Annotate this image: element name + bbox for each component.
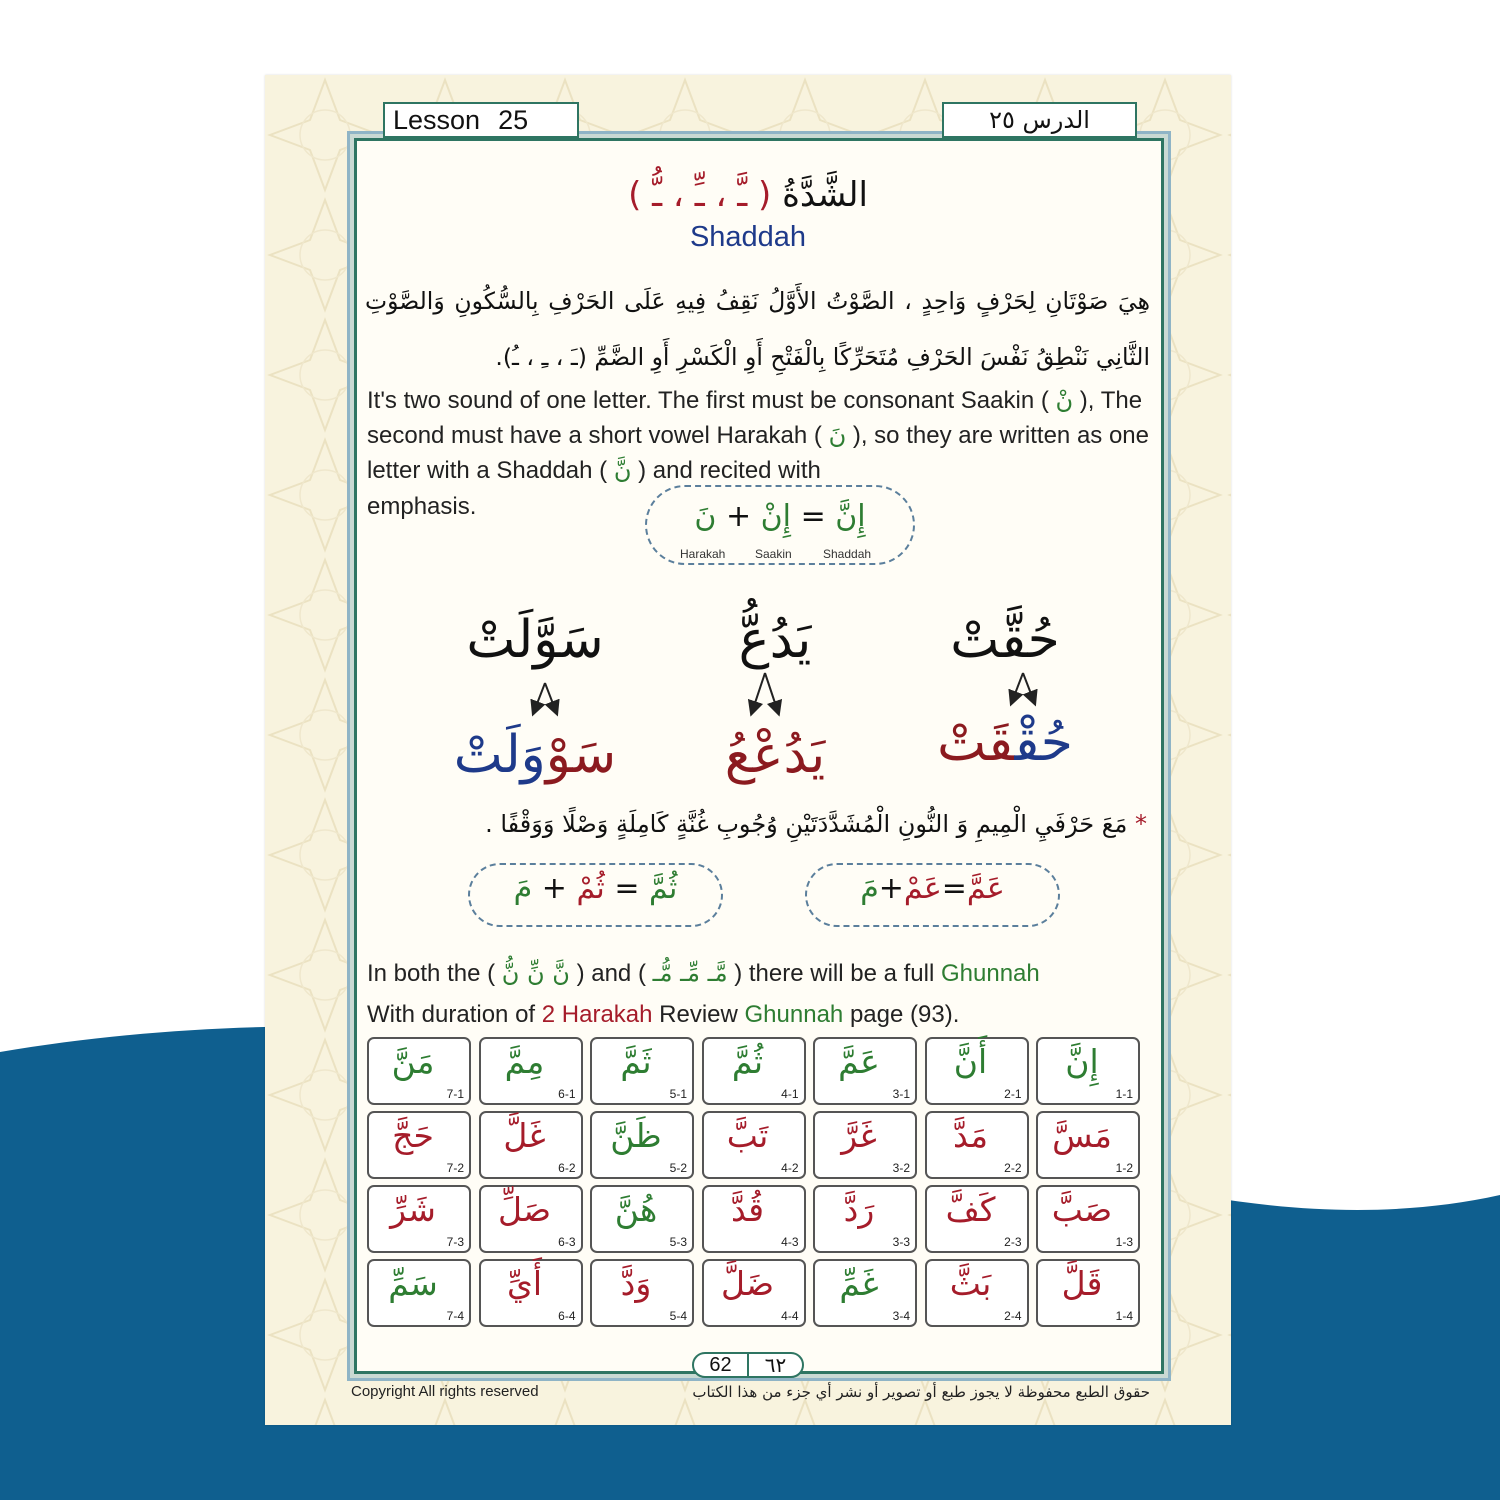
practice-code: 7-1 (446, 1087, 464, 1101)
practice-code: 5-2 (669, 1161, 687, 1175)
practice-code: 6-1 (558, 1087, 576, 1101)
label-shaddah: Shaddah (823, 547, 872, 561)
practice-word: وَدَّ (620, 1264, 652, 1303)
practice-code: 7-4 (446, 1309, 464, 1323)
practice-cell (590, 1111, 694, 1179)
practice-code: 4-3 (781, 1235, 799, 1249)
ghunnah-explanation: In both the ( نَّ نِّ نُّ ) and ( مَّـ مِّـ مُّـ ) there will be a full Ghunnah With duration of 2 Harakah Review Ghunnah page (93). (367, 959, 1040, 1028)
practice-cell (925, 1185, 1029, 1253)
practice-cell (1036, 1111, 1140, 1179)
definition-english: It's two sound of one letter. The first must be consonant Saakin ( نْ ), The second must have a short vowel Harakah ( نَ ), so they are written as one letter with a Shaddah ( نَّ ) and recited with (367, 386, 1149, 484)
practice-code: 7-2 (446, 1161, 464, 1175)
practice-code: 1-1 (1115, 1087, 1133, 1101)
practice-code: 3-4 (892, 1309, 910, 1323)
practice-cell (702, 1111, 806, 1179)
practice-word: صَلِّ (497, 1190, 551, 1229)
ghunnah-equation-1: عَمَّ=عَمْ+مَ (805, 863, 1060, 927)
practice-word: ظَنَّ (610, 1116, 662, 1155)
practice-code: 2-4 (1004, 1309, 1022, 1323)
practice-word: هُنَّ (614, 1190, 658, 1229)
practice-word: مَدَّ (953, 1116, 988, 1155)
copyright-arabic: حقوق الطبع محفوظة لا يجوز طبع أو تصوير أو نشر أي جزء من هذا الكتاب (692, 1383, 1150, 1401)
example-word-2: يَدُعُّ (738, 610, 812, 670)
practice-word: مِمَّ (504, 1042, 545, 1081)
practice-cell (925, 1111, 1029, 1179)
practice-cell (367, 1259, 471, 1327)
practice-code: 1-2 (1115, 1161, 1133, 1175)
page-number: 62 ٦٢ (692, 1352, 804, 1378)
example-split-3: سَوْوَلَتْ (453, 725, 617, 785)
practice-word: شَرِّ (390, 1190, 436, 1229)
practice-cell (479, 1111, 583, 1179)
practice-cell (813, 1259, 917, 1327)
definition-english-end: emphasis. (367, 493, 477, 520)
practice-cell (590, 1037, 694, 1105)
practice-code: 7-3 (446, 1235, 464, 1249)
practice-code: 3-1 (892, 1087, 910, 1101)
practice-word: تَبَّ (726, 1116, 769, 1155)
practice-word: غَمِّ (839, 1264, 879, 1303)
shaddah-equation: إِنَّ = إِنْ + نَ Harakah Saakin Shaddah (645, 485, 915, 565)
practice-cell (813, 1185, 917, 1253)
practice-cell (590, 1259, 694, 1327)
practice-word: ثَمَّ (620, 1042, 652, 1081)
practice-word: غَلَّ (503, 1116, 546, 1155)
example-split-1: حُقْقَتْ (937, 713, 1073, 773)
title-arabic: الشَّدَّةُ ( ـَّ ، ـِّ ، ـُّ ) (628, 175, 868, 215)
ghunnah-note-arabic: * مَعَ حَرْفَيِ الْمِيمِ وَ النُّونِ الْمُشَدَّدَتَيْنِ وُجُوبِ غُنَّةٍ كَامِلَةٍ وَصْلًا وَوَقْفًا . (485, 810, 1147, 838)
practice-word: مَسَّ (1052, 1116, 1112, 1155)
practice-word: غَرَّ (841, 1116, 877, 1155)
practice-code: 5-1 (669, 1087, 687, 1101)
practice-cell (925, 1259, 1029, 1327)
practice-cell (367, 1185, 471, 1253)
practice-word: قَلَّ (1061, 1264, 1103, 1303)
lesson-label-ar: الدرس ٢٥ (942, 102, 1137, 138)
copyright-english: Copyright All rights reserved (351, 1383, 539, 1400)
practice-word: عَمَّ (838, 1042, 880, 1081)
definition-arabic: هِيَ صَوْتَانِ لِحَرْفٍ وَاحِدٍ ، الصَّوْتُ الأَوَّلُ نَقِفُ فِيهِ عَلَى الحَرْفِ بِالسُّكُونِ وَالصَّوْتِ الثَّانِي نَنْطِقُ نَفْسَ الحَرْفِ مُتَحَرِّكًا بِالْفَتْحِ أَوِ الْكَسْرِ أَوِ الضَّمِّ (ـَ ، ـِ ، ـُ). (365, 287, 1150, 371)
practice-code: 4-2 (781, 1161, 799, 1175)
practice-cell (813, 1111, 917, 1179)
practice-word: رَدَّ (843, 1190, 875, 1229)
practice-word: ثُمَّ (731, 1042, 764, 1081)
practice-word: بَثَّ (949, 1264, 992, 1303)
practice-word: أَنَّ (953, 1042, 988, 1081)
practice-code: 3-3 (892, 1235, 910, 1249)
practice-code: 4-4 (781, 1309, 799, 1323)
practice-cell (590, 1185, 694, 1253)
practice-code: 5-4 (669, 1309, 687, 1323)
practice-cell (479, 1185, 583, 1253)
practice-cell (813, 1037, 917, 1105)
practice-cell (367, 1111, 471, 1179)
practice-word: مَنَّ (391, 1042, 435, 1081)
practice-code: 5-3 (669, 1235, 687, 1249)
practice-code: 2-3 (1004, 1235, 1022, 1249)
practice-cell (702, 1037, 806, 1105)
ghunnah-equation-2: ثُمَّ = ثُمْ + مَ (468, 863, 723, 927)
label-harakah: Harakah (680, 547, 726, 561)
practice-word: قُدَّ (730, 1190, 765, 1229)
practice-code: 2-1 (1004, 1087, 1022, 1101)
practice-cell (702, 1259, 806, 1327)
practice-word: حَجَّ (392, 1116, 434, 1155)
practice-cell (367, 1037, 471, 1105)
lesson-page (265, 75, 1231, 1425)
practice-code: 1-3 (1115, 1235, 1133, 1249)
practice-word: إِنَّ (1065, 1042, 1099, 1081)
practice-code: 2-2 (1004, 1161, 1022, 1175)
practice-word: صَبَّ (1051, 1190, 1113, 1229)
label-saakin: Saakin (755, 547, 792, 561)
practice-code: 3-2 (892, 1161, 910, 1175)
example-word-1: حُقَّتْ (950, 610, 1060, 670)
title-english: Shaddah (689, 221, 807, 253)
practice-cell (1036, 1037, 1140, 1105)
practice-cell (1036, 1185, 1140, 1253)
practice-word: أَيِّ (507, 1264, 542, 1303)
practice-cell (702, 1185, 806, 1253)
practice-cell (925, 1037, 1029, 1105)
practice-cell (479, 1037, 583, 1105)
example-split-2: يَدُعْعُ (724, 725, 826, 785)
practice-word: ضَلَّ (720, 1264, 774, 1303)
practice-cell (1036, 1259, 1140, 1327)
practice-word: سَمِّ (388, 1264, 438, 1303)
practice-code: 6-2 (558, 1161, 576, 1175)
lesson-label-en: Lesson 25 (383, 102, 579, 138)
practice-code: 1-4 (1115, 1309, 1133, 1323)
example-word-3: سَوَّلَتْ (466, 610, 604, 670)
practice-word: كَفَّ (945, 1190, 996, 1229)
practice-code: 6-3 (558, 1235, 576, 1249)
practice-code: 4-1 (781, 1087, 799, 1101)
practice-code: 6-4 (558, 1309, 576, 1323)
practice-cell (479, 1259, 583, 1327)
